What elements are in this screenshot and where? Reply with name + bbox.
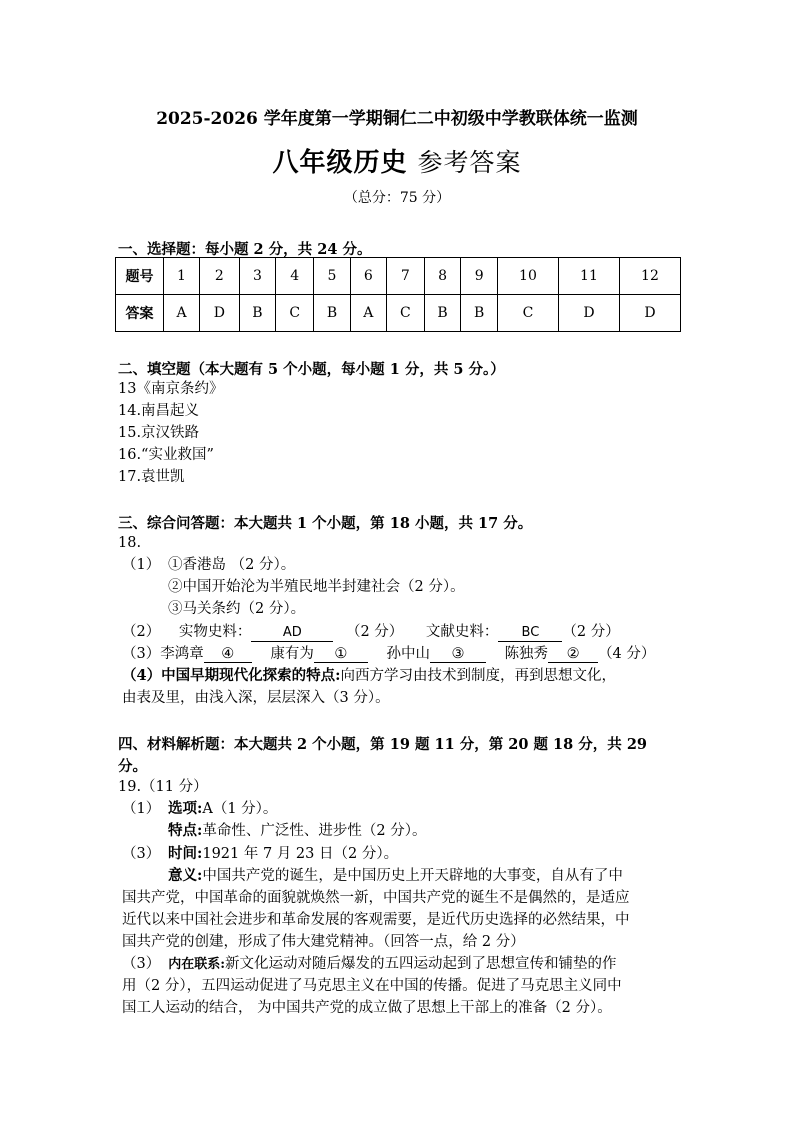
label: 文献史料： [425, 624, 499, 640]
part-label: （1） [122, 801, 161, 817]
answer-text: 向西方学习由技术到制度，再到思想文化， [340, 668, 616, 684]
table-cell: A [164, 295, 200, 332]
part-label: （3） [122, 846, 161, 862]
blank-answer: ④ [204, 646, 252, 663]
list-item: 14.南昌起义 [118, 403, 200, 419]
answer-text: 近代以来中国社会进步和革命发展的客观需要，是近代历史选择的必然结果，中 [122, 912, 630, 928]
table-row-label: 题号 [116, 258, 164, 295]
section4-heading-cont: 分。 [118, 758, 147, 775]
answer-text: 1921 年 7 月 23 日（2 分）。 [202, 846, 399, 862]
blank-answer: AD [251, 625, 333, 642]
section1-heading: 一、选择题：每小题 2 分，共 24 分。 [118, 241, 372, 258]
table-cell: D [200, 295, 240, 332]
table-cell: 3 [239, 258, 276, 295]
answer-text: 新文化运动对随后爆发的五四运动起到了思想宣传和铺垫的作 [225, 956, 617, 972]
list-item: 13《南京条约》 [118, 381, 224, 397]
list-item: 15.京汉铁路 [118, 425, 200, 441]
blank-answer: BC [498, 625, 562, 642]
question-number: 19.（11 分） [118, 779, 208, 795]
answer-line [168, 843, 398, 865]
answer-text: 革命性、广泛性、进步性（2 分）。 [202, 823, 427, 839]
table-cell: B [424, 295, 461, 332]
question-number: 18. [118, 535, 142, 551]
table-cell: 9 [461, 258, 498, 295]
title-subject: 八年级历史 [272, 148, 408, 178]
table-cell: 4 [276, 258, 314, 295]
answer-text: A（1 分）。 [202, 801, 278, 817]
answer-text: 国共产党，中国革命的面貌就焕然一新，中国共产党的诞生不是偶然的，是适应 [122, 890, 630, 906]
section3-heading: 三、综合问答题：本大题共 1 个小题，第 18 小题，共 17 分。 [118, 515, 533, 532]
title-answer-key: 参考答案 [417, 148, 522, 177]
table-row-label: 答案 [116, 295, 164, 332]
table-cell: C [276, 295, 314, 332]
section2-heading: 二、填空题（本大题有 5 个小题，每小题 1 分，共 5 分。） [118, 361, 505, 378]
label: 特点: [168, 822, 203, 839]
page-title [0, 142, 794, 179]
part-label: （2） [122, 624, 161, 640]
answer-text: 中国共产党的诞生，是中国历史上开天辟地的大事变，自从有了中 [202, 868, 623, 884]
label: 时间: [168, 845, 203, 862]
table-cell: D [558, 295, 619, 332]
answer-text: ①香港岛 （2 分）。 [168, 557, 296, 573]
label: 孙中山 [386, 646, 430, 662]
score: （4 分） [598, 646, 656, 662]
answer-table [115, 257, 681, 332]
label: （4）中国早期现代化探索的特点: [122, 667, 341, 684]
label: 实物史料： [178, 624, 252, 640]
answer-line [168, 820, 426, 842]
answer-line [168, 865, 623, 887]
table-cell: 12 [619, 258, 680, 295]
table-cell: C [497, 295, 558, 332]
answer-line [122, 665, 616, 687]
answer-text: 由表及里，由浅入深，层层深入（3 分）。 [122, 690, 390, 706]
answer-text: 用（2 分），五四运动促进了马克思主义在中国的传播。促进了马克思主义同中 [122, 978, 622, 994]
part-label: （3） [122, 956, 161, 972]
label: 康有为 [270, 646, 314, 662]
table-cell: A [350, 295, 386, 332]
label: 陈独秀 [504, 646, 549, 662]
label: 选项: [168, 800, 203, 817]
answer-text: ③马关条约（2 分）。 [168, 601, 306, 617]
label: （3）李鸿章 [122, 646, 204, 662]
blank-answer: ③ [430, 646, 486, 663]
answer-line [122, 621, 620, 643]
exam-header: 2025-2026 学年度第一学期铜仁二中初级中学教联体统一监测 [156, 109, 638, 129]
table-cell: 11 [558, 258, 619, 295]
score: （2 分） [562, 624, 620, 640]
table-cell: B [239, 295, 276, 332]
table-cell: 2 [200, 258, 240, 295]
answer-line [168, 798, 277, 820]
table-cell: 1 [164, 258, 200, 295]
table-cell: C [386, 295, 424, 332]
table-row-answers [116, 295, 681, 332]
table-row-numbers [116, 258, 681, 295]
table-cell: B [461, 295, 498, 332]
answer-text: ②中国开始沦为半殖民地半封建社会（2 分）。 [168, 579, 465, 595]
label: 内在联系: [168, 957, 226, 972]
list-item: 16.“实业救国” [118, 447, 214, 463]
list-item: 17.袁世凯 [118, 469, 185, 485]
table-cell: 5 [314, 258, 351, 295]
table-cell: 10 [497, 258, 558, 295]
part-label: （1） [122, 557, 161, 573]
table-cell: B [314, 295, 351, 332]
blank-answer: ① [314, 646, 368, 663]
table-cell: 6 [350, 258, 386, 295]
table-cell: 7 [386, 258, 424, 295]
answer-line [122, 643, 655, 665]
total-score: （总分：75 分） [343, 190, 451, 206]
answer-text: 国共产党的创建，形成了伟大建党精神。（回答一点，给 2 分） [122, 934, 525, 950]
label: 意义: [168, 867, 203, 884]
section4-heading: 四、材料解析题：本大题共 2 个小题，第 19 题 11 分，第 20 题 18 分，共 29 [118, 736, 648, 753]
table-cell: 8 [424, 258, 461, 295]
score: （2 分） [345, 624, 404, 640]
answer-line [122, 953, 617, 976]
table-cell: D [619, 295, 680, 332]
blank-answer: ② [548, 646, 598, 663]
answer-text: 国工人运动的结合， 为中国共产党的成立做了思想上干部上的准备（2 分）。 [122, 1000, 612, 1016]
